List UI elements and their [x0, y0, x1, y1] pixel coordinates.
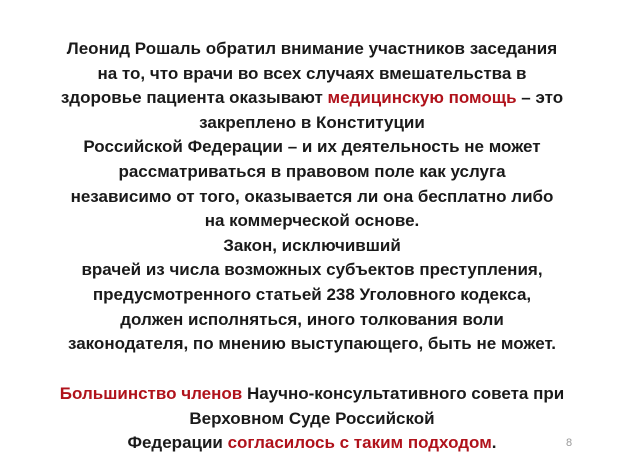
- text-line: закреплено в Конституции: [199, 112, 425, 132]
- text-line: законодателя, по мнению выступающего, быть не может.: [67, 334, 557, 354]
- text-line: предусмотренного статьей 238 Уголовного кодекса,: [92, 284, 532, 304]
- highlight-agreed: согласилось с таким подходом: [227, 433, 492, 453]
- text-line: должен исполняться, иного толкования воли: [120, 309, 504, 329]
- text-segment: здоровье пациента оказывают: [60, 88, 328, 108]
- text-segment: Научно-консультативного совета при: [242, 384, 565, 403]
- conclusion-paragraph: [12, 382, 612, 456]
- text-line: рассматриваться в правовом поле как услуга: [118, 161, 506, 181]
- text-line: Верховном Суде Российской: [189, 408, 435, 428]
- text-segment: – это: [516, 88, 564, 108]
- text-line: Российской Федерации – и их деятельность не может: [83, 137, 541, 157]
- text-line: [12, 86, 612, 111]
- main-paragraph: [12, 37, 612, 357]
- text-line: [12, 431, 612, 456]
- text-line: [12, 382, 612, 407]
- text-line: независимо от того, оказывается ли она бесплатно либо: [70, 186, 554, 206]
- text-segment: Федерации: [127, 433, 228, 453]
- text-segment: .: [491, 433, 497, 453]
- text-line: Закон, исключивший: [223, 235, 401, 255]
- highlight-majority-members: Большинство членов: [59, 384, 243, 403]
- text-line: на коммерческой основе.: [204, 211, 420, 231]
- text-line: Леонид Рошаль обратил внимание участников заседания: [66, 39, 558, 58]
- text-line: на то, что врачи во всех случаях вмешательства в: [97, 63, 527, 83]
- text-line: врачей из числа возможных субъектов преступления,: [81, 260, 543, 280]
- highlight-medical-care: медицинскую помощь: [327, 88, 517, 108]
- slide-number: 8: [566, 437, 573, 449]
